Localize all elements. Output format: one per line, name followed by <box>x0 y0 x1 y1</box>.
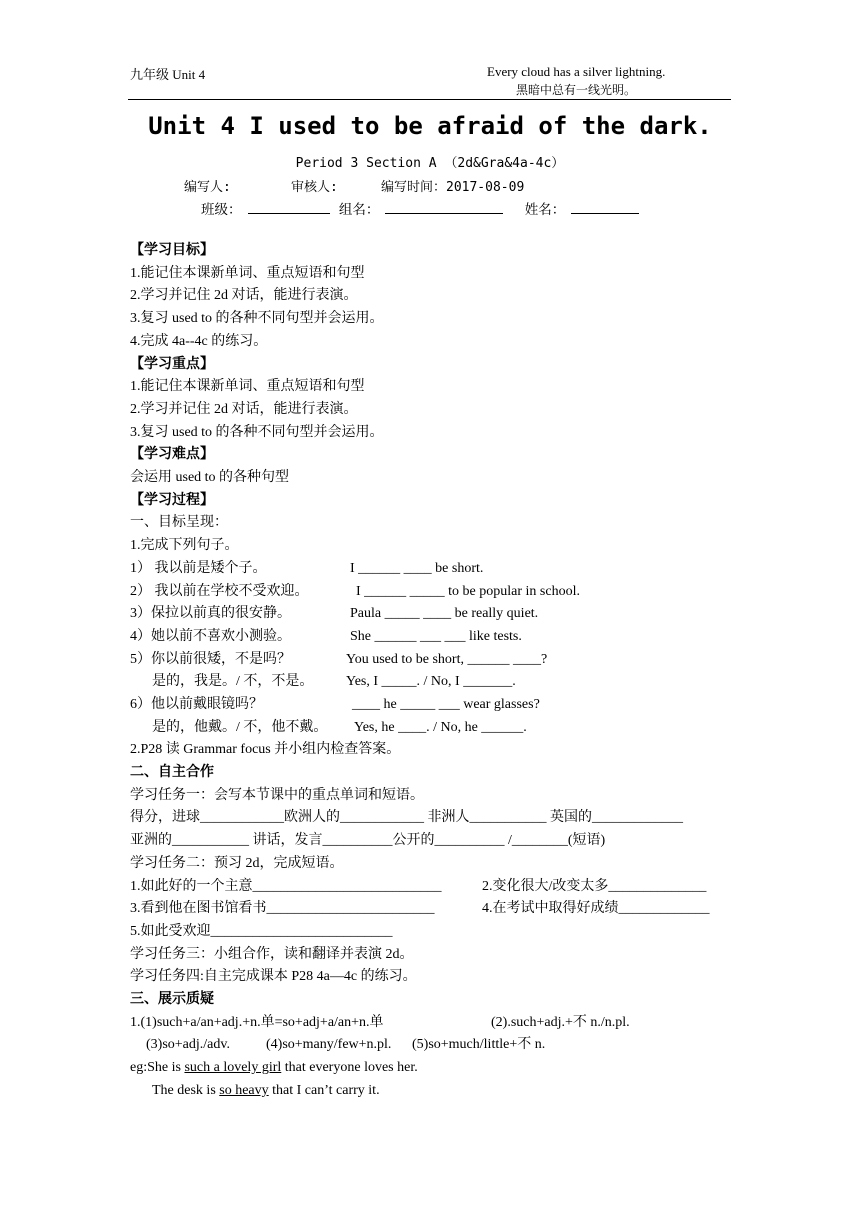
phrase-row <box>130 898 710 921</box>
grammar-row <box>130 1012 683 1035</box>
body-content <box>130 240 710 1103</box>
difficulty-heading: 【学习难点】 <box>130 447 214 463</box>
exercise-row <box>130 694 683 717</box>
exercise-row <box>130 603 683 626</box>
phrase-row <box>130 876 707 899</box>
goal-item: 4.完成 4a--4c 的练习。 <box>130 333 268 349</box>
task1: 学习任务一：会写本节课中的重点单词和短语。 <box>130 787 424 803</box>
example-text: that I can’t carry it. <box>268 1082 380 1098</box>
exercise-en: Yes, I _____. / No, I _______. <box>346 674 516 690</box>
header-rule <box>128 99 731 100</box>
example-2 <box>130 1080 683 1103</box>
task3: 学习任务三：小组合作，读和翻译并表演 2d。 <box>130 946 414 962</box>
part1-heading: 一、目标呈现： <box>130 515 228 531</box>
exercise-cn: 2） 我以前在学校不受欢迎。 <box>130 583 309 599</box>
exercise-en: I ______ _____ to be popular in school. <box>356 583 580 599</box>
grammar-rule: (2).such+adj.+不 n./n.pl. <box>491 1014 630 1030</box>
exercise-row <box>130 671 683 694</box>
date-label: 编写时间：2017-08-09 <box>381 180 525 195</box>
example-text: The desk is <box>152 1082 220 1098</box>
grammar-rule: (5)so+much/little+不 n. <box>412 1037 546 1053</box>
group-field[interactable] <box>385 200 503 214</box>
part3-heading: 三、展示质疑 <box>130 992 214 1008</box>
phrase-right: 4.在考试中取得好成绩_____________ <box>482 901 710 917</box>
example-text: eg:She is <box>130 1060 185 1076</box>
example-underlined: so heavy <box>219 1082 269 1098</box>
grammar-rule: (3)so+adj./adv. <box>146 1037 230 1053</box>
exercise-en: You used to be short, ______ ____? <box>346 651 548 667</box>
page-title: Unit 4 I used to be afraid of the dark. <box>148 112 712 140</box>
exercise-row <box>130 626 683 649</box>
name-field[interactable] <box>571 200 639 214</box>
process-heading: 【学习过程】 <box>130 492 214 508</box>
goal-item: 2.学习并记住 2d 对话，能进行表演。 <box>130 288 358 304</box>
goal-item: 1.能记住本课新单词、重点短语和句型 <box>130 265 365 281</box>
phrase-right: 2.变化很大/改变太多______________ <box>482 878 707 894</box>
part1-task: 1.完成下列句子。 <box>130 538 239 554</box>
example-text: that everyone loves her. <box>281 1060 418 1076</box>
exercise-cn: 3）保拉以前真的很安静。 <box>130 606 291 622</box>
exercise-row <box>130 717 683 740</box>
exercise-row <box>130 649 683 672</box>
phrase-left: 1.如此好的一个主意___________________________ <box>130 878 442 894</box>
grammar-rule: (4)so+many/few+n.pl. <box>266 1037 392 1053</box>
exercise-en: Yes, he ____. / No, he ______. <box>354 719 527 735</box>
focus-item: 2.学习并记住 2d 对话，能进行表演。 <box>130 401 358 417</box>
exercise-row <box>130 581 683 604</box>
focus-item: 3.复习 used to 的各种不同句型并会运用。 <box>130 424 384 440</box>
exercise-row <box>130 558 683 581</box>
task4: 学习任务四:自主完成课本 P28 4a—4c 的练习。 <box>130 969 417 985</box>
exercise-en: ____ he _____ ___ wear glasses? <box>352 696 540 712</box>
form-row <box>201 198 645 218</box>
grammar-row <box>130 1034 683 1057</box>
exercise-cn: 是的，他戴。/ 不，他不戴。 <box>152 719 328 735</box>
exercise-cn: 5）你以前很矮，不是吗？ <box>130 651 291 667</box>
phrase-left: 3.看到他在图书馆看书________________________ <box>130 901 435 917</box>
goals-heading: 【学习目标】 <box>130 243 214 258</box>
class-field[interactable] <box>248 200 330 214</box>
header-quote-cn: 黑暗中总有一线光明。 <box>516 83 637 97</box>
example-underlined: such a lovely girl <box>184 1060 282 1076</box>
example-1 <box>130 1057 683 1080</box>
goal-item: 3.复习 used to 的各种不同句型并会运用。 <box>130 311 384 327</box>
exercise-en: Paula _____ ____ be really quiet. <box>350 606 539 622</box>
focus-heading: 【学习重点】 <box>130 356 214 372</box>
reviewer-label: 审核人: <box>291 180 338 195</box>
exercise-en: I ______ ____ be short. <box>350 560 484 576</box>
task2: 学习任务二：预习 2d，完成短语。 <box>130 855 344 871</box>
group-label: 组名： <box>338 202 380 217</box>
class-label: 班级： <box>201 202 242 217</box>
words-line: 亚洲的___________ 讲话，发言__________公开的__________ /________(短语) <box>130 833 606 849</box>
exercise-cn: 6）他以前戴眼镜吗？ <box>130 696 263 712</box>
part1-check: 2.P28 读 Grammar focus 并小组内检查答案。 <box>130 742 401 758</box>
name-label: 姓名： <box>524 202 566 217</box>
words-line: 得分，进球____________欧洲人的____________ 非洲人___________ 英国的_____________ <box>130 810 683 826</box>
exercise-cn: 4）她以前不喜欢小测验。 <box>130 628 291 644</box>
writer-label: 编写人: <box>184 180 231 195</box>
header-grade-unit: 九年级 Unit 4 <box>130 67 206 82</box>
exercise-en: She ______ ___ ___ like tests. <box>350 628 522 644</box>
exercise-cn: 是的，我是。/ 不，不是。 <box>152 674 314 690</box>
difficulty-text: 会运用 used to 的各种句型 <box>130 470 290 486</box>
exercise-cn: 1） 我以前是矮个子。 <box>130 560 267 576</box>
header-quote-en: Every cloud has a silver lightning. <box>487 64 666 79</box>
page-subtitle: Period 3 Section A （2d&Gra&4a-4c） <box>295 156 565 171</box>
grammar-rule: 1.(1)such+a/an+adj.+n.单=so+adj+a/an+n.单 <box>130 1014 384 1030</box>
phrase-5: 5.如此受欢迎__________________________ <box>130 923 393 939</box>
focus-item: 1.能记住本课新单词、重点短语和句型 <box>130 379 365 395</box>
part2-heading: 二、自主合作 <box>130 765 214 781</box>
